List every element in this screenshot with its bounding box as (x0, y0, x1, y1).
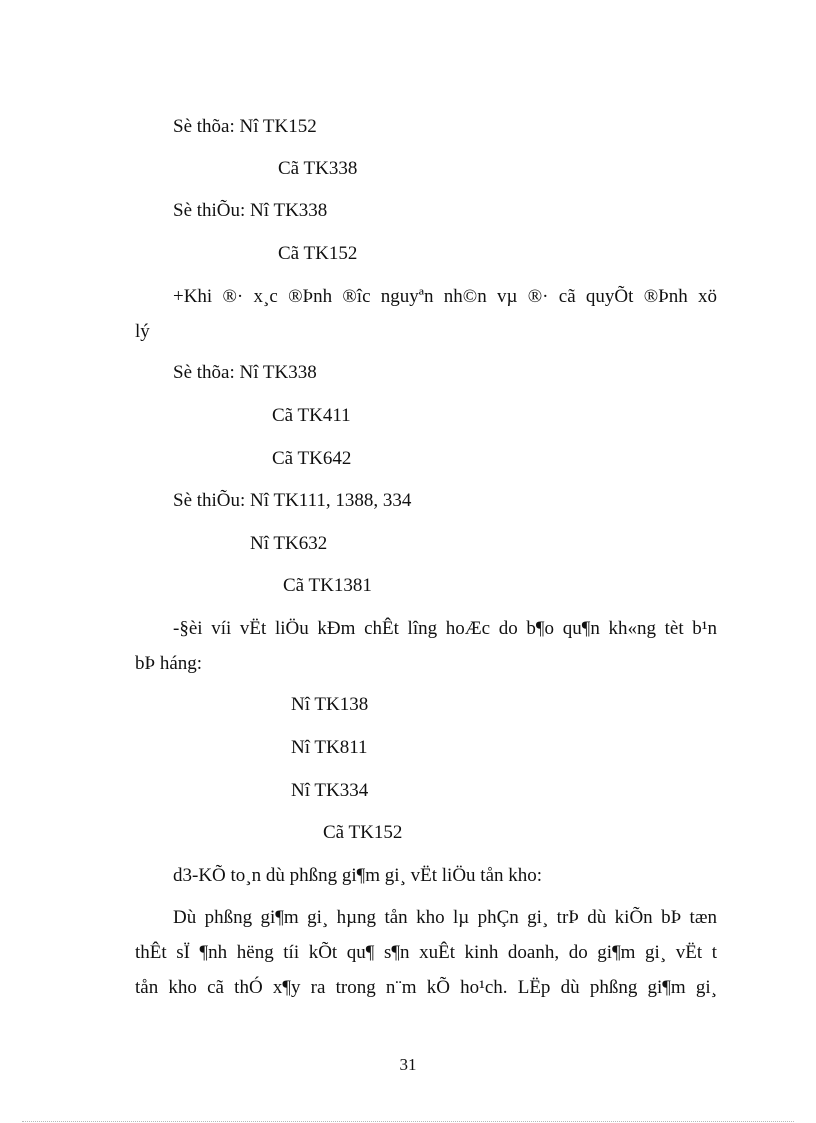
text-line: -§èi víi vËt liÖu kÐm chÊt lîng hoÆc do b¶o qu¶n kh«ng tèt b¹n (173, 618, 717, 639)
text-line: Sè thõa: Nî TK152 (173, 116, 317, 137)
footer-divider (22, 1121, 794, 1122)
text-line: Nî TK138 (291, 694, 369, 715)
text-line: Cã TK152 (278, 243, 358, 264)
text-line: Cã TK152 (323, 822, 403, 843)
text-line: lý (135, 321, 150, 342)
text-line: tån kho cã thÓ x¶y ra trong n¨m kÕ ho¹ch. LËp dù phßng gi¶m gi¸ (135, 977, 717, 998)
text-line: thÊt sÏ ¶nh hëng tíi kÕt qu¶ s¶n xuÊt kinh doanh, do gi¶m gi¸ vËt t (135, 942, 717, 963)
page-number: 31 (399, 1055, 417, 1074)
section-heading: d3-KÕ to¸n dù phßng gi¶m gi¸ vËt liÖu tån kho: (173, 865, 543, 886)
text-line: Nî TK334 (291, 780, 369, 801)
text-line: Sè thõa: Nî TK338 (173, 362, 317, 383)
text-line: Nî TK632 (250, 533, 328, 554)
text-line: Cã TK338 (278, 158, 358, 179)
text-line: Cã TK1381 (283, 575, 372, 596)
text-line: Cã TK642 (272, 448, 352, 469)
text-line: Sè thiÕu: Nî TK111, 1388, 334 (173, 490, 412, 511)
text-line: Sè thiÕu: Nî TK338 (173, 200, 328, 221)
text-line: +Khi ®· x¸c ®Þnh ®îc nguyªn nh©n vµ ®· cã quyÕt ®Þnh xö (173, 286, 717, 307)
text-line: Nî TK811 (291, 737, 368, 758)
text-line: Dù phßng gi¶m gi¸ hµng tån kho lµ phÇn gi¸ trÞ dù kiÕn bÞ tæn (173, 907, 717, 928)
text-line: Cã TK411 (272, 405, 351, 426)
text-line: bÞ háng: (135, 653, 203, 674)
